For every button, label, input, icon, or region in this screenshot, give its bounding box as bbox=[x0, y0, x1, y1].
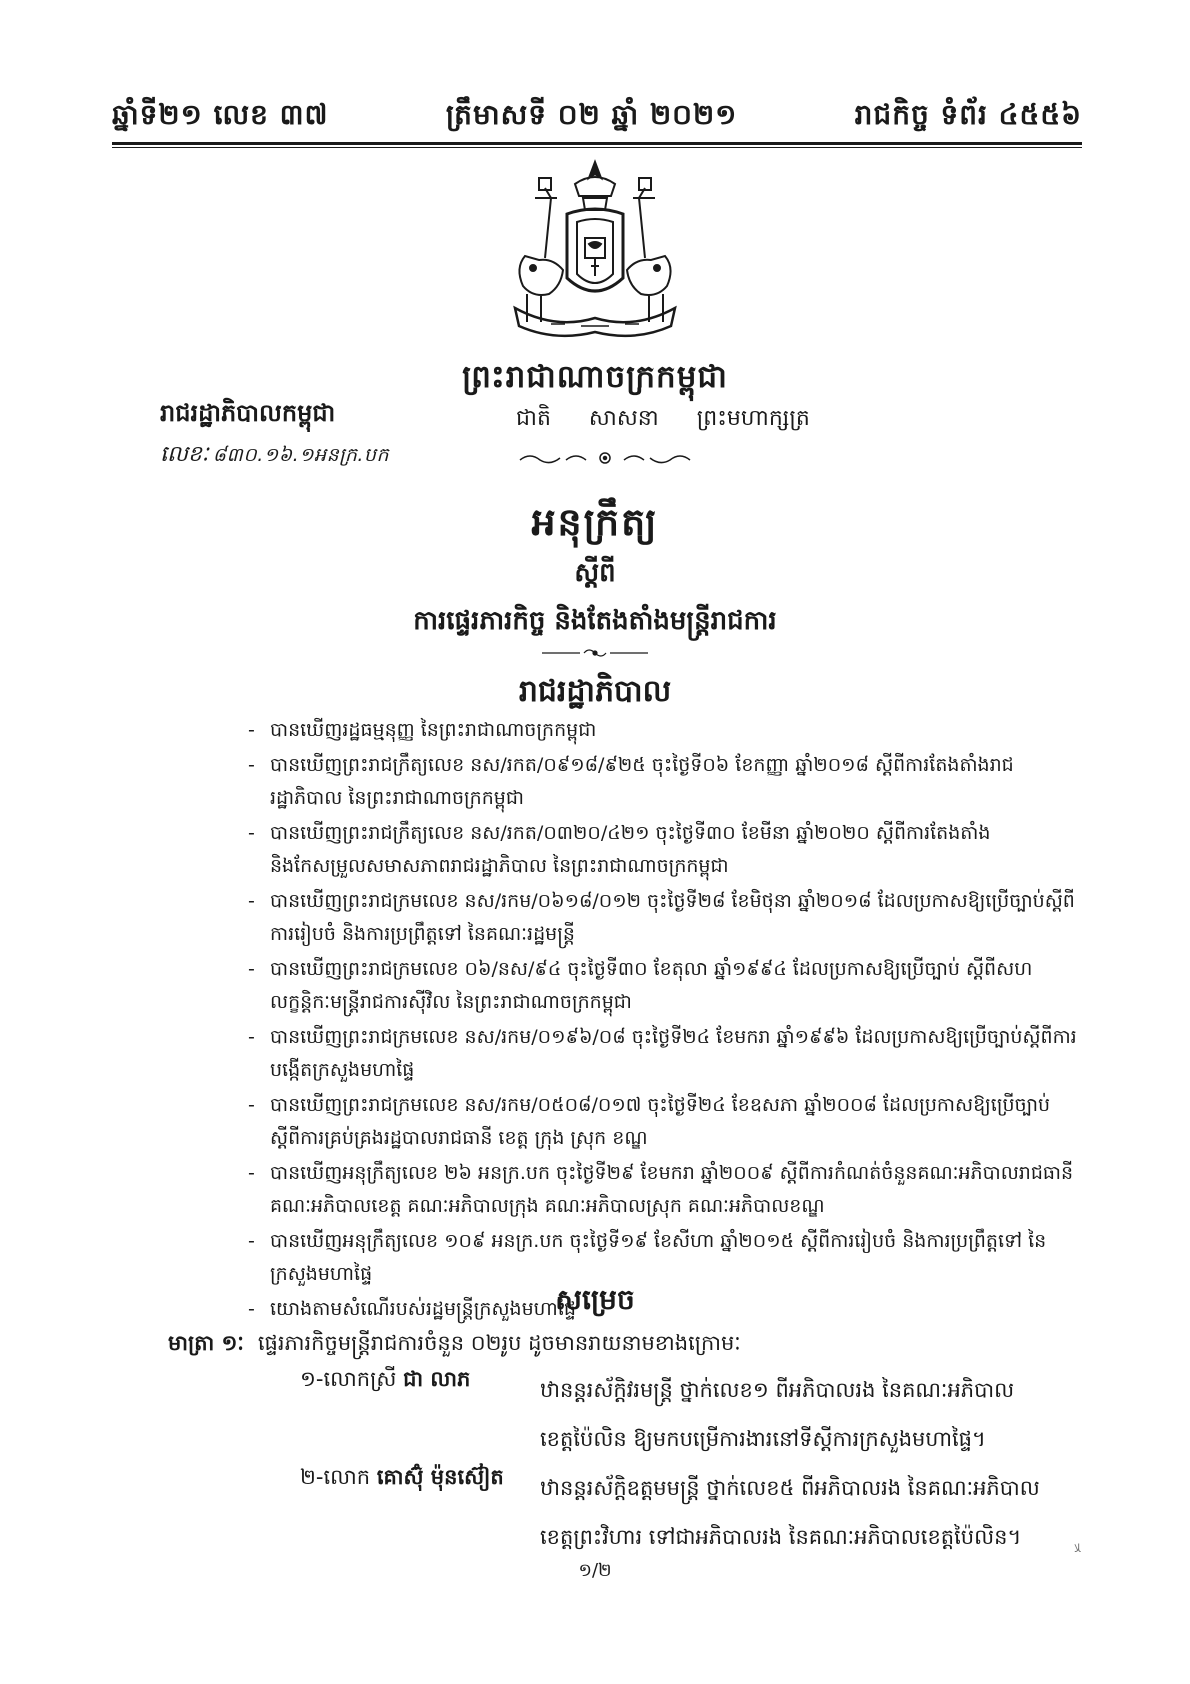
consideration-item: - បានឃើញព្រះរាជក្រមលេខ នស/រកម/០១៩៦/០៨ ចុះថ្ងៃទី២៤ ខែមករា ឆ្នាំ១៩៩៦ ដែលប្រកាសឱ្យប្រើច្បាប់ស្ដីពីការបង្កើតក្រសួងមហាផ្ទៃ bbox=[248, 1021, 1078, 1087]
government-name: រាជរដ្ឋាភិបាលកម្ពុជា bbox=[160, 399, 336, 427]
consideration-item: - បានឃើញអនុក្រឹត្យលេខ ២៦ អនក្រ.បក ចុះថ្ងៃទី២៩ ខែមករា ឆ្នាំ២០០៩ ស្ដីពីការកំណត់ចំនួនគណៈអភិបាលរាជធានី គណៈអភិបាលខេត្ត គណៈអភិបាលក្រុង គណៈអភិបាលស្រុក គណៈអភិបាលខណ្ឌ bbox=[248, 1157, 1078, 1223]
divider-ornament-icon bbox=[540, 646, 650, 660]
person-description-line: ឋានន្តរស័ក្តិឧត្តមមន្ត្រី ថ្នាក់លេខ៥ ពីអភិបាលរង នៃគណៈអភិបាល bbox=[540, 1476, 1040, 1500]
header-page: រាជកិច្ច ទំព័រ ៤៥៥៦ bbox=[854, 97, 1082, 131]
person-entry bbox=[300, 1366, 1090, 1464]
person-name-block bbox=[300, 1464, 540, 1562]
person-description-line: ឋានន្តរស័ក្តិវរមន្ត្រី ថ្នាក់លេខ១ ពីអភិបាលរង នៃគណៈអភិបាល bbox=[540, 1378, 1015, 1402]
header-year-issue: ឆ្នាំទី២១ លេខ ៣៧ bbox=[112, 97, 329, 131]
decision-heading: សម្រេច bbox=[555, 1283, 635, 1316]
person-description-line: ខេត្តប៉ៃលិន ឱ្យមកបម្រើការងារនៅទីស្ដីការក្រសួងមហាផ្ទៃ។ bbox=[540, 1427, 986, 1451]
issuing-authority: រាជរដ្ឋាភិបាល bbox=[518, 674, 672, 709]
royal-coat-of-arms-icon bbox=[505, 158, 685, 346]
person-description bbox=[540, 1366, 1090, 1464]
decorative-ornament-icon bbox=[516, 448, 694, 468]
motto-king: ព្រះមហាក្សត្រ bbox=[696, 406, 810, 431]
document-type-title: អនុក្រឹត្យ bbox=[531, 500, 659, 544]
consideration-item: - បានឃើញព្រះរាជក្រមលេខ នស/រកម/០៥០៨/០១៧ ចុះថ្ងៃទី២៤ ខែឧសភា ឆ្នាំ២០០៨ ដែលប្រកាសឱ្យប្រើច្បាប់ស្ដីពីការគ្រប់គ្រងរដ្ឋបាលរាជធានី ខេត្ត ក្រុង ស្រុក ខណ្ឌ bbox=[248, 1089, 1078, 1155]
person-description-line: ខេត្តព្រះវិហារ ទៅជាអភិបាលរង នៃគណៈអភិបាលខេត្តប៉ៃលិន។ bbox=[540, 1525, 1022, 1549]
reference-number-label: លេខៈ bbox=[160, 442, 209, 467]
person-description bbox=[540, 1464, 1090, 1562]
document-subject: ការផ្ទេរភារកិច្ច និងតែងតាំងមន្ត្រីរាជការ bbox=[413, 606, 777, 636]
corner-mark: ﻼ bbox=[1074, 1542, 1081, 1555]
article-text: ផ្ទេរភារកិច្ចមន្ត្រីរាជការចំនួន ០២រូប ដូចមានរាយនាមខាងក្រោមៈ bbox=[257, 1331, 741, 1355]
reference-number-value: ៨៣០.១៦.១អនក្រ.បក bbox=[212, 444, 390, 466]
article-label: មាត្រា ១ៈ bbox=[168, 1331, 244, 1355]
consideration-item: - យោងតាមសំណើរបស់រដ្ឋមន្ត្រីក្រសួងមហាផ្ទៃ bbox=[248, 1293, 1078, 1326]
article-1 bbox=[168, 1330, 741, 1361]
person-name-block bbox=[300, 1366, 540, 1464]
person-name: គោស៊ុំ ម៉ុនស៊ៀត bbox=[376, 1465, 504, 1489]
document-reference-number bbox=[160, 440, 389, 472]
person-entry bbox=[300, 1464, 1090, 1562]
page-number: ១/២ bbox=[578, 1560, 612, 1581]
consideration-item: - បានឃើញព្រះរាជក្រមលេខ ០៦/នស/៩៤ ចុះថ្ងៃទី៣០ ខែតុលា ឆ្នាំ១៩៩៤ ដែលប្រកាសឱ្យប្រើច្បាប់ ស្ដីពីសហលក្ខន្តិកៈមន្ត្រីរាជការស៊ីវិល នៃព្រះរាជាណាចក្រកម្ពុជា bbox=[248, 953, 1078, 1019]
consideration-item: - បានឃើញរដ្ឋធម្មនុញ្ញ នៃព្រះរាជាណាចក្រកម្ពុជា bbox=[248, 714, 1078, 747]
consideration-item: - បានឃើញព្រះរាជក្រឹត្យលេខ នស/រកត/០៩១៨/៩២៥ ចុះថ្ងៃទី០៦ ខែកញ្ញា ឆ្នាំ២០១៨ ស្ដីពីការតែងតាំងរាជរដ្ឋាភិបាល នៃព្រះរាជាណាចក្រកម្ពុជា bbox=[248, 749, 1078, 815]
motto-religion: សាសនា bbox=[588, 406, 659, 431]
national-motto bbox=[516, 404, 810, 436]
kingdom-title: ព្រះរាជាណាចក្រកម្ពុជា bbox=[462, 359, 728, 395]
header-divider bbox=[112, 142, 1082, 148]
person-prefix: ១-លោកស្រី bbox=[300, 1367, 397, 1391]
person-prefix: ២-លោក bbox=[300, 1465, 371, 1489]
gazette-header bbox=[112, 92, 1082, 142]
document-about-label: ស្ដីពី bbox=[574, 558, 616, 588]
motto-nation: ជាតិ bbox=[516, 406, 551, 431]
person-name: ជា លាភ bbox=[403, 1367, 471, 1391]
header-date: ត្រឹមាសទី ០២ ឆ្នាំ ២០២១ bbox=[445, 97, 738, 131]
consideration-item: - បានឃើញអនុក្រឹត្យលេខ ១០៩ អនក្រ.បក ចុះថ្ងៃទី១៩ ខែសីហា ឆ្នាំ២០១៥ ស្ដីពីការរៀបចំ និងការប្រព្រឹត្តទៅ នៃក្រសួងមហាផ្ទៃ bbox=[248, 1225, 1078, 1291]
consideration-item: - បានឃើញព្រះរាជក្រឹត្យលេខ នស/រកត/០៣២០/៤២១ ចុះថ្ងៃទី៣០ ខែមីនា ឆ្នាំ២០២០ ស្ដីពីការតែងតាំង និងកែសម្រួលសមាសភាពរាជរដ្ឋាភិបាល នៃព្រះរាជាណាចក្រកម្ពុជា bbox=[248, 817, 1078, 883]
considerations-list bbox=[248, 714, 1078, 1328]
consideration-item: - បានឃើញព្រះរាជក្រមលេខ នស/រកម/០៦១៨/០១២ ចុះថ្ងៃទី២៨ ខែមិថុនា ឆ្នាំ២០១៨ ដែលប្រកាសឱ្យប្រើច្បាប់ស្ដីពីការរៀបចំ និងការប្រព្រឹត្តទៅ នៃគណៈរដ្ឋមន្ត្រី bbox=[248, 885, 1078, 951]
